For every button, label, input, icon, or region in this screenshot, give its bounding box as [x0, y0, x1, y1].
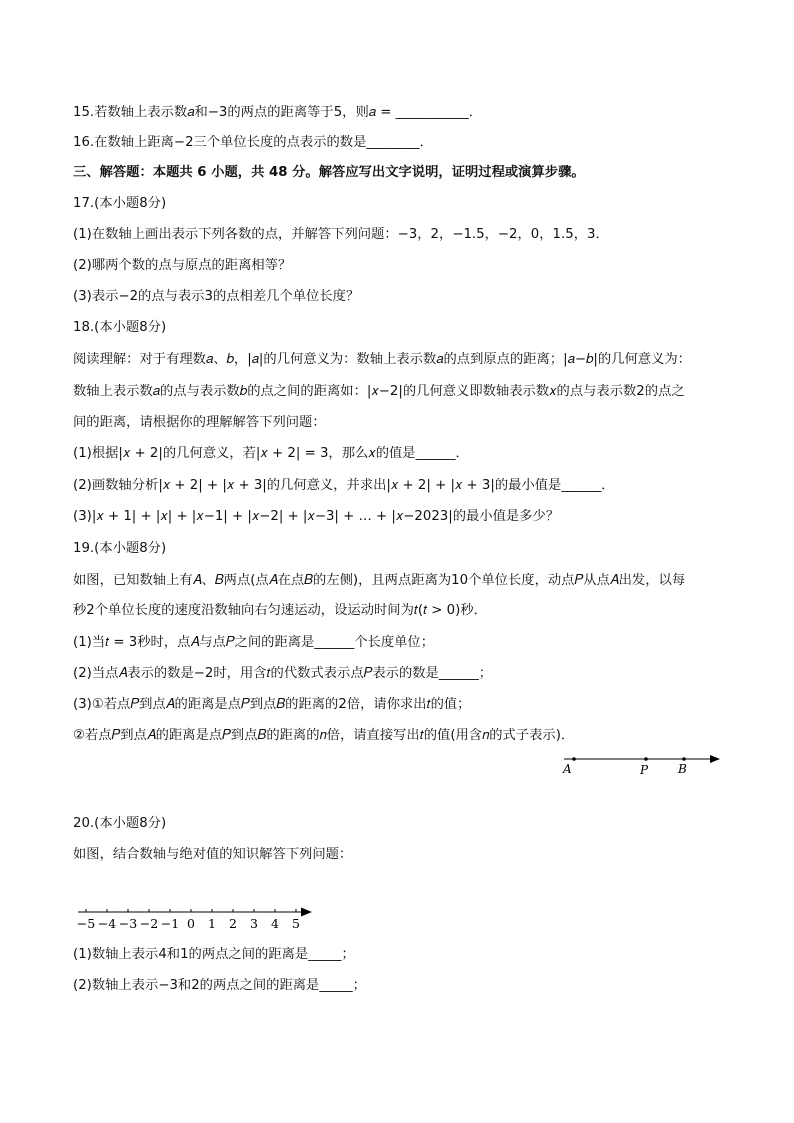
- question-20-part-1: (1)数轴上表示4和1的两点之间的距离是_____；: [73, 947, 355, 962]
- question-19-part-1: (1)当𝑡 = 3秒时，点𝐴与点𝑃之间的距离是______个长度单位；: [73, 635, 435, 650]
- question-19-header: 19.(本小题8分): [73, 541, 167, 556]
- question-18-part-1: (1)根据|𝑥 + 2|的几何意义，若|𝑥 + 2| = 3，那么𝑥的值是______．: [73, 446, 469, 461]
- q20-tick-label: −5: [76, 916, 96, 931]
- q20-tick-label: 1: [208, 916, 216, 931]
- question-17-part-2: (2)哪两个数的点与原点的距离相等？: [73, 258, 292, 273]
- question-19-part-3-1: (3)①若点𝑃到点𝐴的距离是点𝑃到点𝐵的距离的2倍，请你求出𝑡的值；: [73, 697, 471, 712]
- question-17-part-1: (1)在数轴上画出表示下列各数的点，并解答下列问题：−3，2，−1.5，−2，0，1.5，3．: [73, 227, 609, 242]
- question-18-header: 18.(本小题8分): [73, 320, 167, 335]
- point-p-label: P: [640, 763, 649, 777]
- section-heading: 三、解答题：本题共 6 小题，共 48 分。解答应写出文字说明，证明过程或演算步骤。: [73, 165, 585, 180]
- question-19-part-2: (2)当点𝐴表示的数是−2时，用含𝑡的代数式表示点𝑃表示的数是______；: [73, 666, 493, 681]
- point-a-label: A: [563, 762, 572, 776]
- q20-number-line-figure: [72, 900, 322, 934]
- point-b-label: B: [678, 762, 687, 776]
- q20-tick-label: −2: [139, 916, 159, 931]
- question-20-part-2: (2)数轴上表示−3和2的两点之间的距离是_____；: [73, 978, 366, 993]
- q20-tick-label: 0: [187, 916, 195, 931]
- point-a-dot: [572, 757, 576, 761]
- question-18-part-2: (2)画数轴分析|𝑥 + 2| + |𝑥 + 3|的几何意义，并求出|𝑥 + 2| + |𝑥 + 3|的最小值是______．: [73, 478, 615, 493]
- question-18-part-3: (3)|𝑥 + 1| + |𝑥| + |𝑥−1| + |𝑥−2| + |𝑥−3| + … + |𝑥−2023|的最小值是多少？: [73, 509, 560, 524]
- question-19-part-3-2: ②若点𝑃到点𝐴的距离是点𝑃到点𝐵的距离的𝑛倍，请直接写出𝑡的值(用含𝑛的式子表示)．: [73, 728, 575, 743]
- question-19-text-line-1: 如图，已知数轴上有𝐴、𝐵两点(点𝐴在点𝐵的左侧)，且两点距离为10个单位长度，动点𝑃从点𝐴出发，以每: [73, 573, 686, 588]
- point-p-dot: [644, 757, 648, 761]
- question-18-text-line-2: 数轴上表示数𝑎的点与表示数𝑏的点之间的距离如：|𝑥−2|的几何意义即数轴表示数𝑥的点与表示数2的点之: [73, 384, 685, 399]
- question-19-text-line-2: 秒2个单位长度的速度沿数轴向右匀速运动，设运动时间为𝑡(𝑡 > 0)秒．: [73, 603, 487, 618]
- q19-axis-arrow-icon: [710, 755, 720, 763]
- q20-tick-label: −3: [118, 916, 138, 931]
- question-20-header: 20.(本小题8分): [73, 816, 167, 831]
- question-16: 16.在数轴上距离−2三个单位长度的点表示的数是________．: [73, 135, 433, 150]
- q20-tick-label: 3: [250, 916, 258, 931]
- question-17-header: 17.(本小题8分): [73, 196, 167, 211]
- question-15: 15.若数轴上表示数𝑎和−3的两点的距离等于5，则𝑎 = ___________．: [73, 105, 483, 120]
- question-17-part-3: (3)表示−2的点与表示3的点相差几个单位长度？: [73, 289, 360, 304]
- q20-tick-label: 5: [292, 916, 300, 931]
- point-b-dot: [682, 757, 686, 761]
- question-18-text-line-3: 间的距离，请根据你的理解解答下列问题：: [73, 415, 326, 430]
- q20-tick-label: 4: [271, 916, 279, 931]
- q20-tick-label: 2: [229, 916, 237, 931]
- question-18-text-line-1: 阅读理解：对于有理数𝑎、𝑏，|𝑎|的几何意义为：数轴上表示数𝑎的点到原点的距离；|𝑎−𝑏|的几何意义为：: [73, 352, 691, 367]
- q20-axis-arrow-icon: [301, 908, 312, 917]
- question-20-text: 如图，结合数轴与绝对值的知识解答下列问题：: [73, 847, 353, 862]
- q20-tick-label: −4: [97, 916, 117, 931]
- q19-number-line-figure: [560, 750, 730, 780]
- q20-tick-label: −1: [160, 916, 180, 931]
